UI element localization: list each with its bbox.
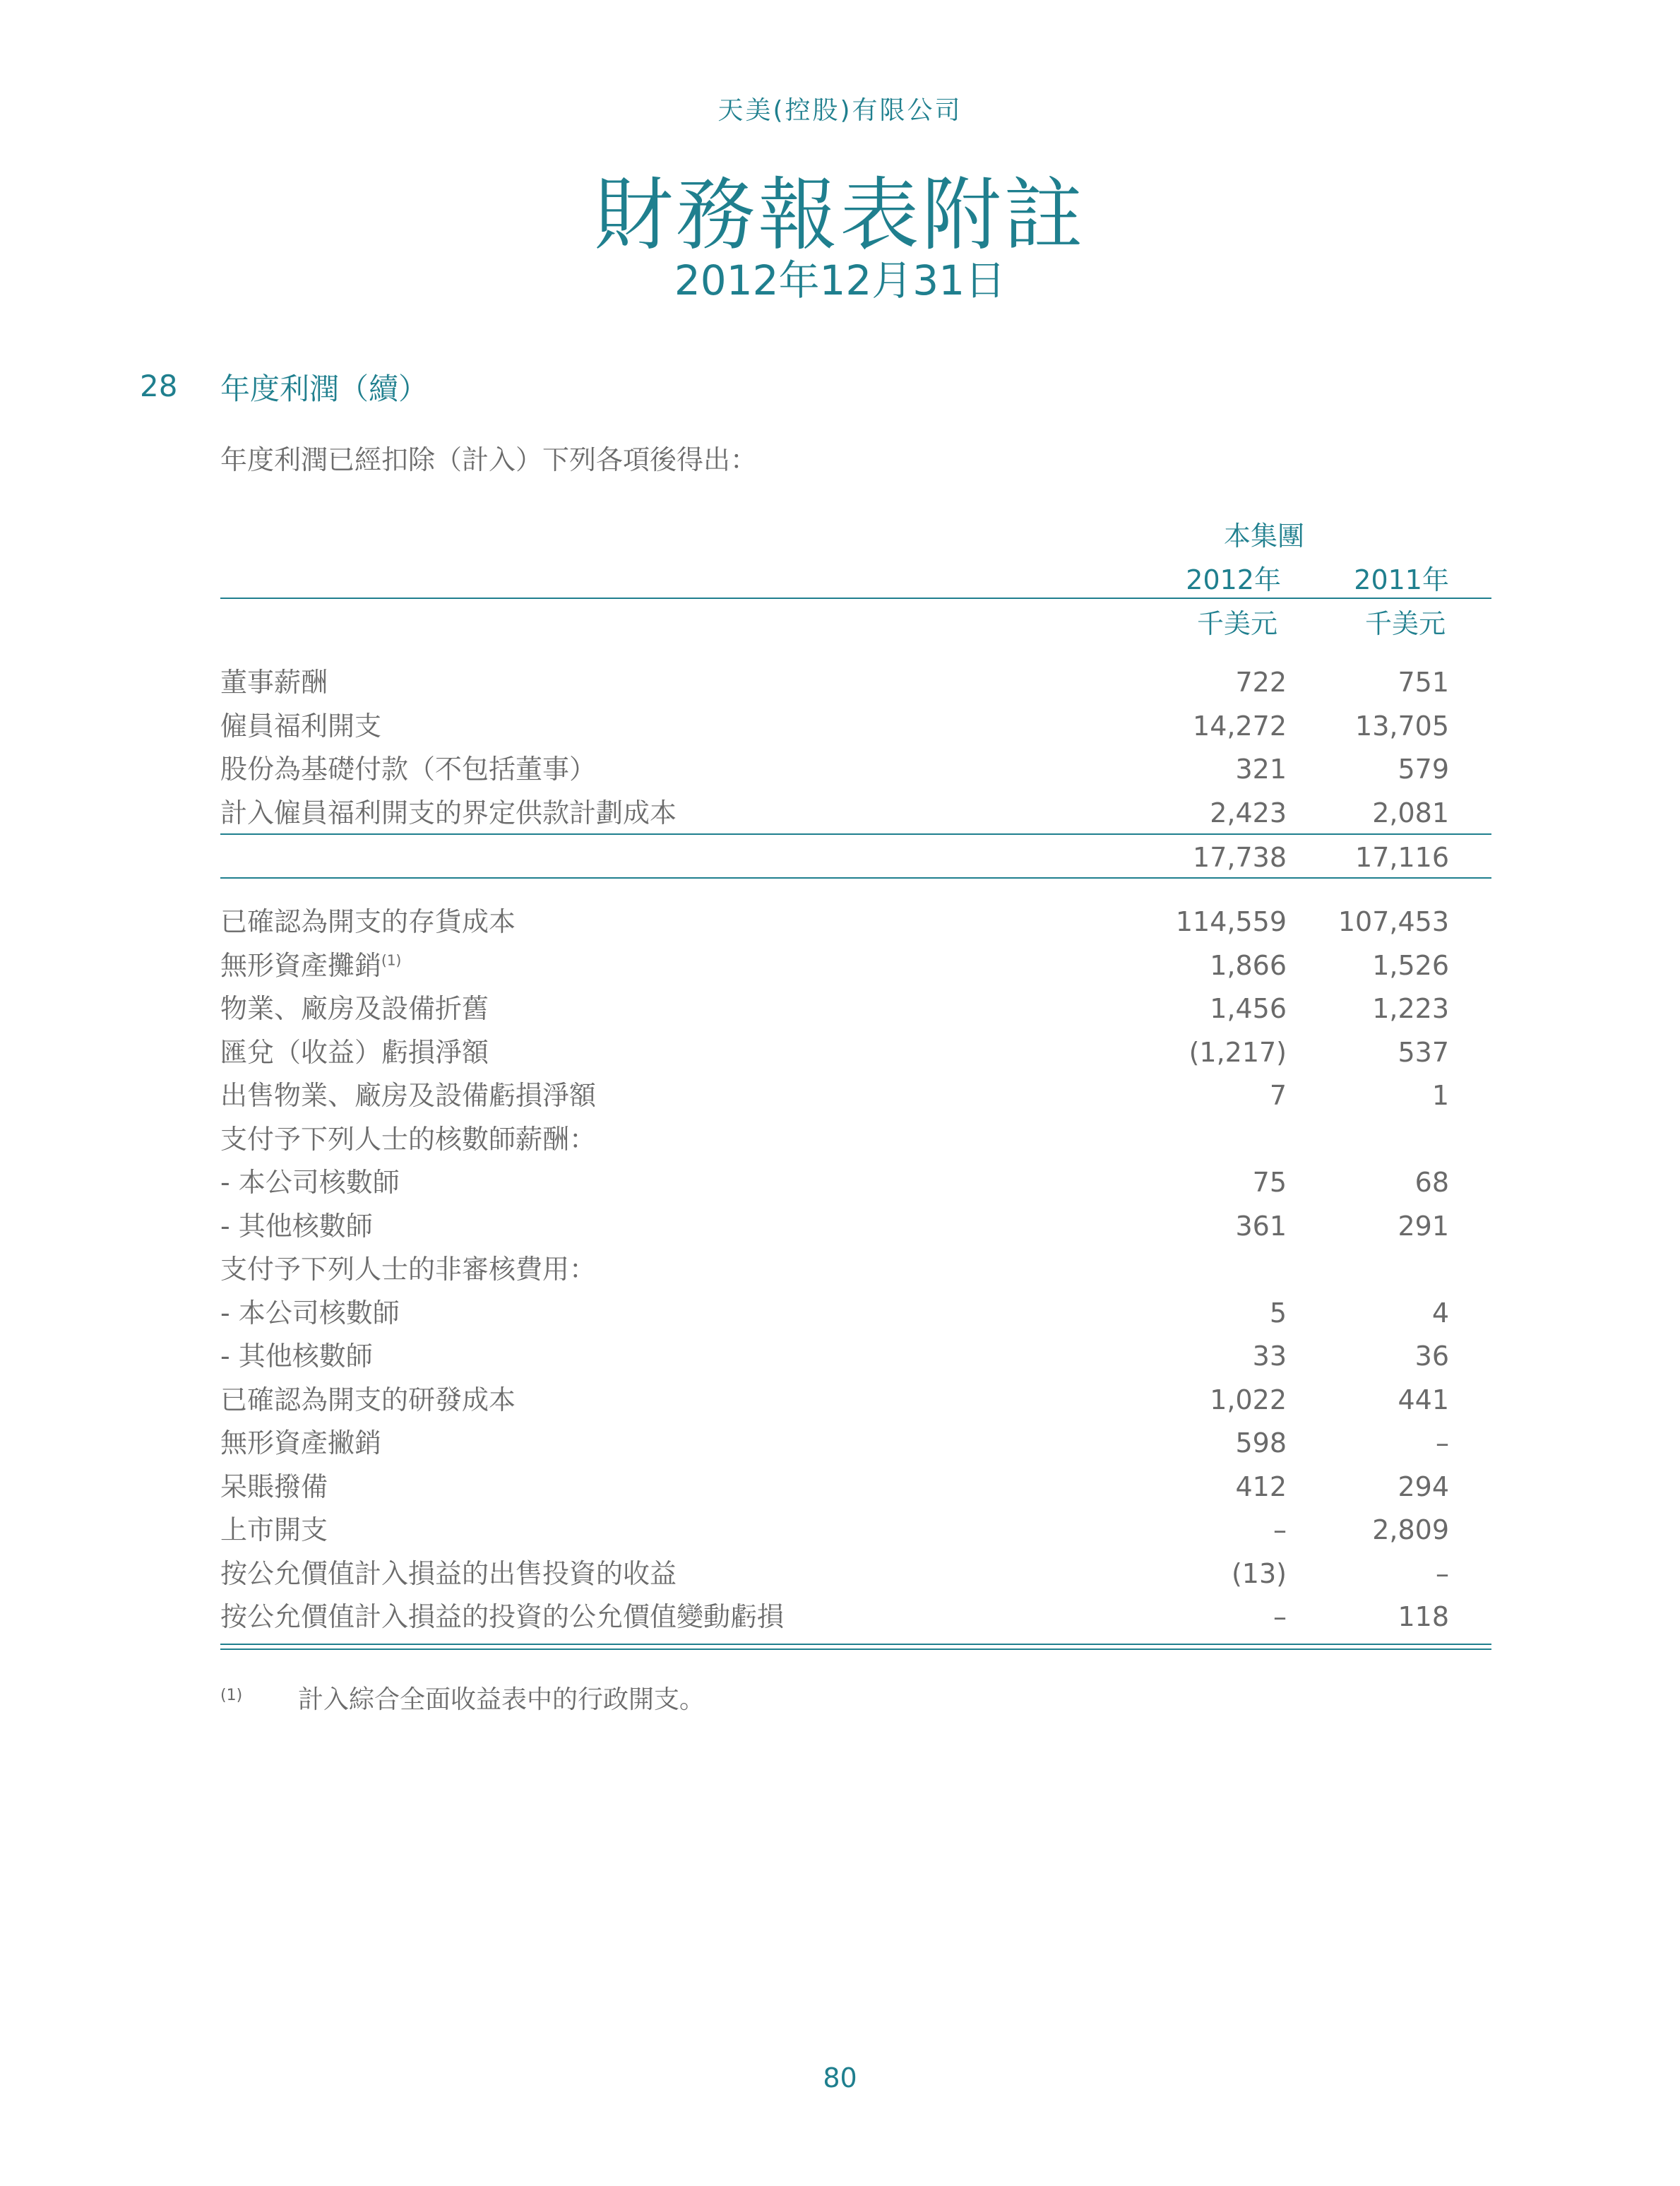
company-name: 天美(控股)有限公司 bbox=[717, 96, 963, 125]
value-2012: 598 bbox=[1235, 1427, 1287, 1459]
table-row bbox=[220, 1161, 1491, 1205]
value-2011: – bbox=[1436, 1557, 1449, 1589]
table-row bbox=[220, 1074, 1491, 1118]
table-block-1 bbox=[220, 661, 1491, 835]
report-date: 2012年12月31日 bbox=[674, 256, 1006, 304]
table-row bbox=[220, 705, 1491, 749]
subtotal-2012: 17,738 bbox=[1193, 842, 1287, 873]
unit-header-2011: 千美元 bbox=[1364, 608, 1446, 639]
row-label: 股份為基礎付款（不包括董事） bbox=[220, 754, 597, 785]
subtotal-row bbox=[220, 836, 1491, 880]
table-row bbox=[220, 792, 1491, 836]
value-2012: 1,866 bbox=[1210, 949, 1287, 981]
value-2011: 1,223 bbox=[1372, 993, 1449, 1024]
value-2011: – bbox=[1436, 1427, 1449, 1459]
table-row bbox=[220, 1596, 1491, 1639]
value-2012: (1,217) bbox=[1188, 1036, 1287, 1068]
table-row bbox=[220, 944, 1491, 988]
footnote-ref: (1) bbox=[381, 951, 402, 968]
total-rule-2 bbox=[220, 1649, 1491, 1650]
value-2011: 2,081 bbox=[1372, 797, 1449, 828]
row-label bbox=[220, 944, 401, 988]
footnote-text: 計入綜合全面收益表中的行政開支。 bbox=[298, 1685, 705, 1714]
row-label: - 本公司核數師 bbox=[220, 1297, 400, 1329]
value-2011: 68 bbox=[1414, 1167, 1449, 1198]
table-row bbox=[220, 1422, 1491, 1466]
row-label: 已確認為開支的存貨成本 bbox=[220, 906, 516, 937]
subtotal-rule-bottom bbox=[220, 877, 1491, 879]
row-label: 計入僱員福利開支的界定供款計劃成本 bbox=[220, 797, 677, 828]
value-2011: 118 bbox=[1398, 1601, 1449, 1632]
value-2011: 107,453 bbox=[1338, 906, 1449, 937]
row-label-text: 無形資產攤銷 bbox=[220, 949, 382, 981]
value-2012: – bbox=[1273, 1514, 1287, 1545]
table-row bbox=[220, 1292, 1491, 1336]
year-header-2012: 2012年 bbox=[1186, 564, 1281, 595]
value-2012: 33 bbox=[1252, 1341, 1287, 1372]
value-2011: 1,526 bbox=[1372, 949, 1449, 981]
page-title: 財務報表附註 bbox=[594, 170, 1086, 261]
value-2011: 1 bbox=[1431, 1080, 1449, 1111]
unit-header-2012: 千美元 bbox=[1196, 608, 1277, 639]
row-label: - 其他核數師 bbox=[220, 1341, 373, 1372]
subtotal-2011: 17,116 bbox=[1355, 842, 1449, 873]
value-2011: 579 bbox=[1398, 754, 1449, 785]
year-header-2011: 2011年 bbox=[1354, 564, 1449, 595]
table-row bbox=[220, 1205, 1491, 1249]
row-label: 已確認為開支的研發成本 bbox=[220, 1384, 516, 1415]
section-intro: 年度利潤已經扣除（計入）下列各項後得出： bbox=[220, 444, 758, 475]
value-2011: 2,809 bbox=[1372, 1514, 1449, 1545]
row-label: 董事薪酬 bbox=[220, 667, 328, 698]
table-row bbox=[220, 987, 1491, 1031]
value-2012: 2,423 bbox=[1210, 797, 1287, 828]
value-2011: 751 bbox=[1398, 667, 1449, 698]
value-2011: 441 bbox=[1398, 1384, 1449, 1415]
value-2011: 36 bbox=[1414, 1341, 1449, 1372]
value-2011: 291 bbox=[1398, 1210, 1449, 1242]
table-row bbox=[220, 1335, 1491, 1379]
subtotal-block bbox=[220, 836, 1491, 880]
total-rule-1 bbox=[220, 1644, 1491, 1645]
value-2012: 361 bbox=[1235, 1210, 1287, 1242]
row-label: 上市開支 bbox=[220, 1514, 328, 1545]
group-header: 本集團 bbox=[1223, 521, 1304, 552]
row-label: 物業、廠房及設備折舊 bbox=[220, 993, 489, 1024]
value-2012: 14,272 bbox=[1193, 710, 1287, 742]
row-label: 無形資產撇銷 bbox=[220, 1427, 382, 1459]
row-label: 按公允價值計入損益的投資的公允價值變動虧損 bbox=[220, 1601, 785, 1632]
row-label: - 本公司核數師 bbox=[220, 1167, 400, 1198]
table-row bbox=[220, 901, 1491, 944]
value-2011: 537 bbox=[1398, 1036, 1449, 1068]
value-2012: (13) bbox=[1231, 1557, 1287, 1589]
value-2012: 7 bbox=[1269, 1080, 1287, 1111]
value-2011: 13,705 bbox=[1355, 710, 1449, 742]
page-number: 80 bbox=[823, 2062, 857, 2093]
value-2012: 722 bbox=[1235, 667, 1287, 698]
value-2012: 321 bbox=[1235, 754, 1287, 785]
value-2012: 75 bbox=[1252, 1167, 1287, 1198]
value-2012: 1,456 bbox=[1210, 993, 1287, 1024]
value-2012: 412 bbox=[1235, 1471, 1287, 1502]
footnote-mark: (1) bbox=[220, 1687, 243, 1704]
row-label: 按公允價值計入損益的出售投資的收益 bbox=[220, 1557, 677, 1589]
table-block-2 bbox=[220, 901, 1491, 1639]
table-row bbox=[220, 1509, 1491, 1552]
subtotal-rule-top bbox=[220, 833, 1491, 835]
table-row bbox=[220, 1248, 1491, 1292]
table-row bbox=[220, 1031, 1491, 1075]
section-number: 28 bbox=[140, 369, 178, 403]
row-label: 匯兌（收益）虧損淨額 bbox=[220, 1036, 489, 1068]
row-label: 支付予下列人士的核數師薪酬： bbox=[220, 1123, 597, 1155]
table-row bbox=[220, 1552, 1491, 1596]
header-rule bbox=[220, 598, 1491, 599]
table-row bbox=[220, 1466, 1491, 1509]
value-2011: 294 bbox=[1398, 1471, 1449, 1502]
value-2012: – bbox=[1273, 1601, 1287, 1632]
row-label: 出售物業、廠房及設備虧損淨額 bbox=[220, 1080, 597, 1111]
table-row bbox=[220, 1379, 1491, 1422]
row-label: - 其他核數師 bbox=[220, 1210, 373, 1242]
table-row bbox=[220, 1118, 1491, 1162]
value-2012: 5 bbox=[1269, 1297, 1287, 1329]
row-label: 支付予下列人士的非審核費用： bbox=[220, 1254, 597, 1285]
row-label: 呆賬撥備 bbox=[220, 1471, 328, 1502]
table-row bbox=[220, 748, 1491, 792]
value-2012: 114,559 bbox=[1175, 906, 1287, 937]
table-row bbox=[220, 661, 1491, 705]
section-title: 年度利潤（續） bbox=[220, 372, 429, 406]
value-2011: 4 bbox=[1431, 1297, 1449, 1329]
value-2012: 1,022 bbox=[1210, 1384, 1287, 1415]
row-label: 僱員福利開支 bbox=[220, 710, 382, 742]
